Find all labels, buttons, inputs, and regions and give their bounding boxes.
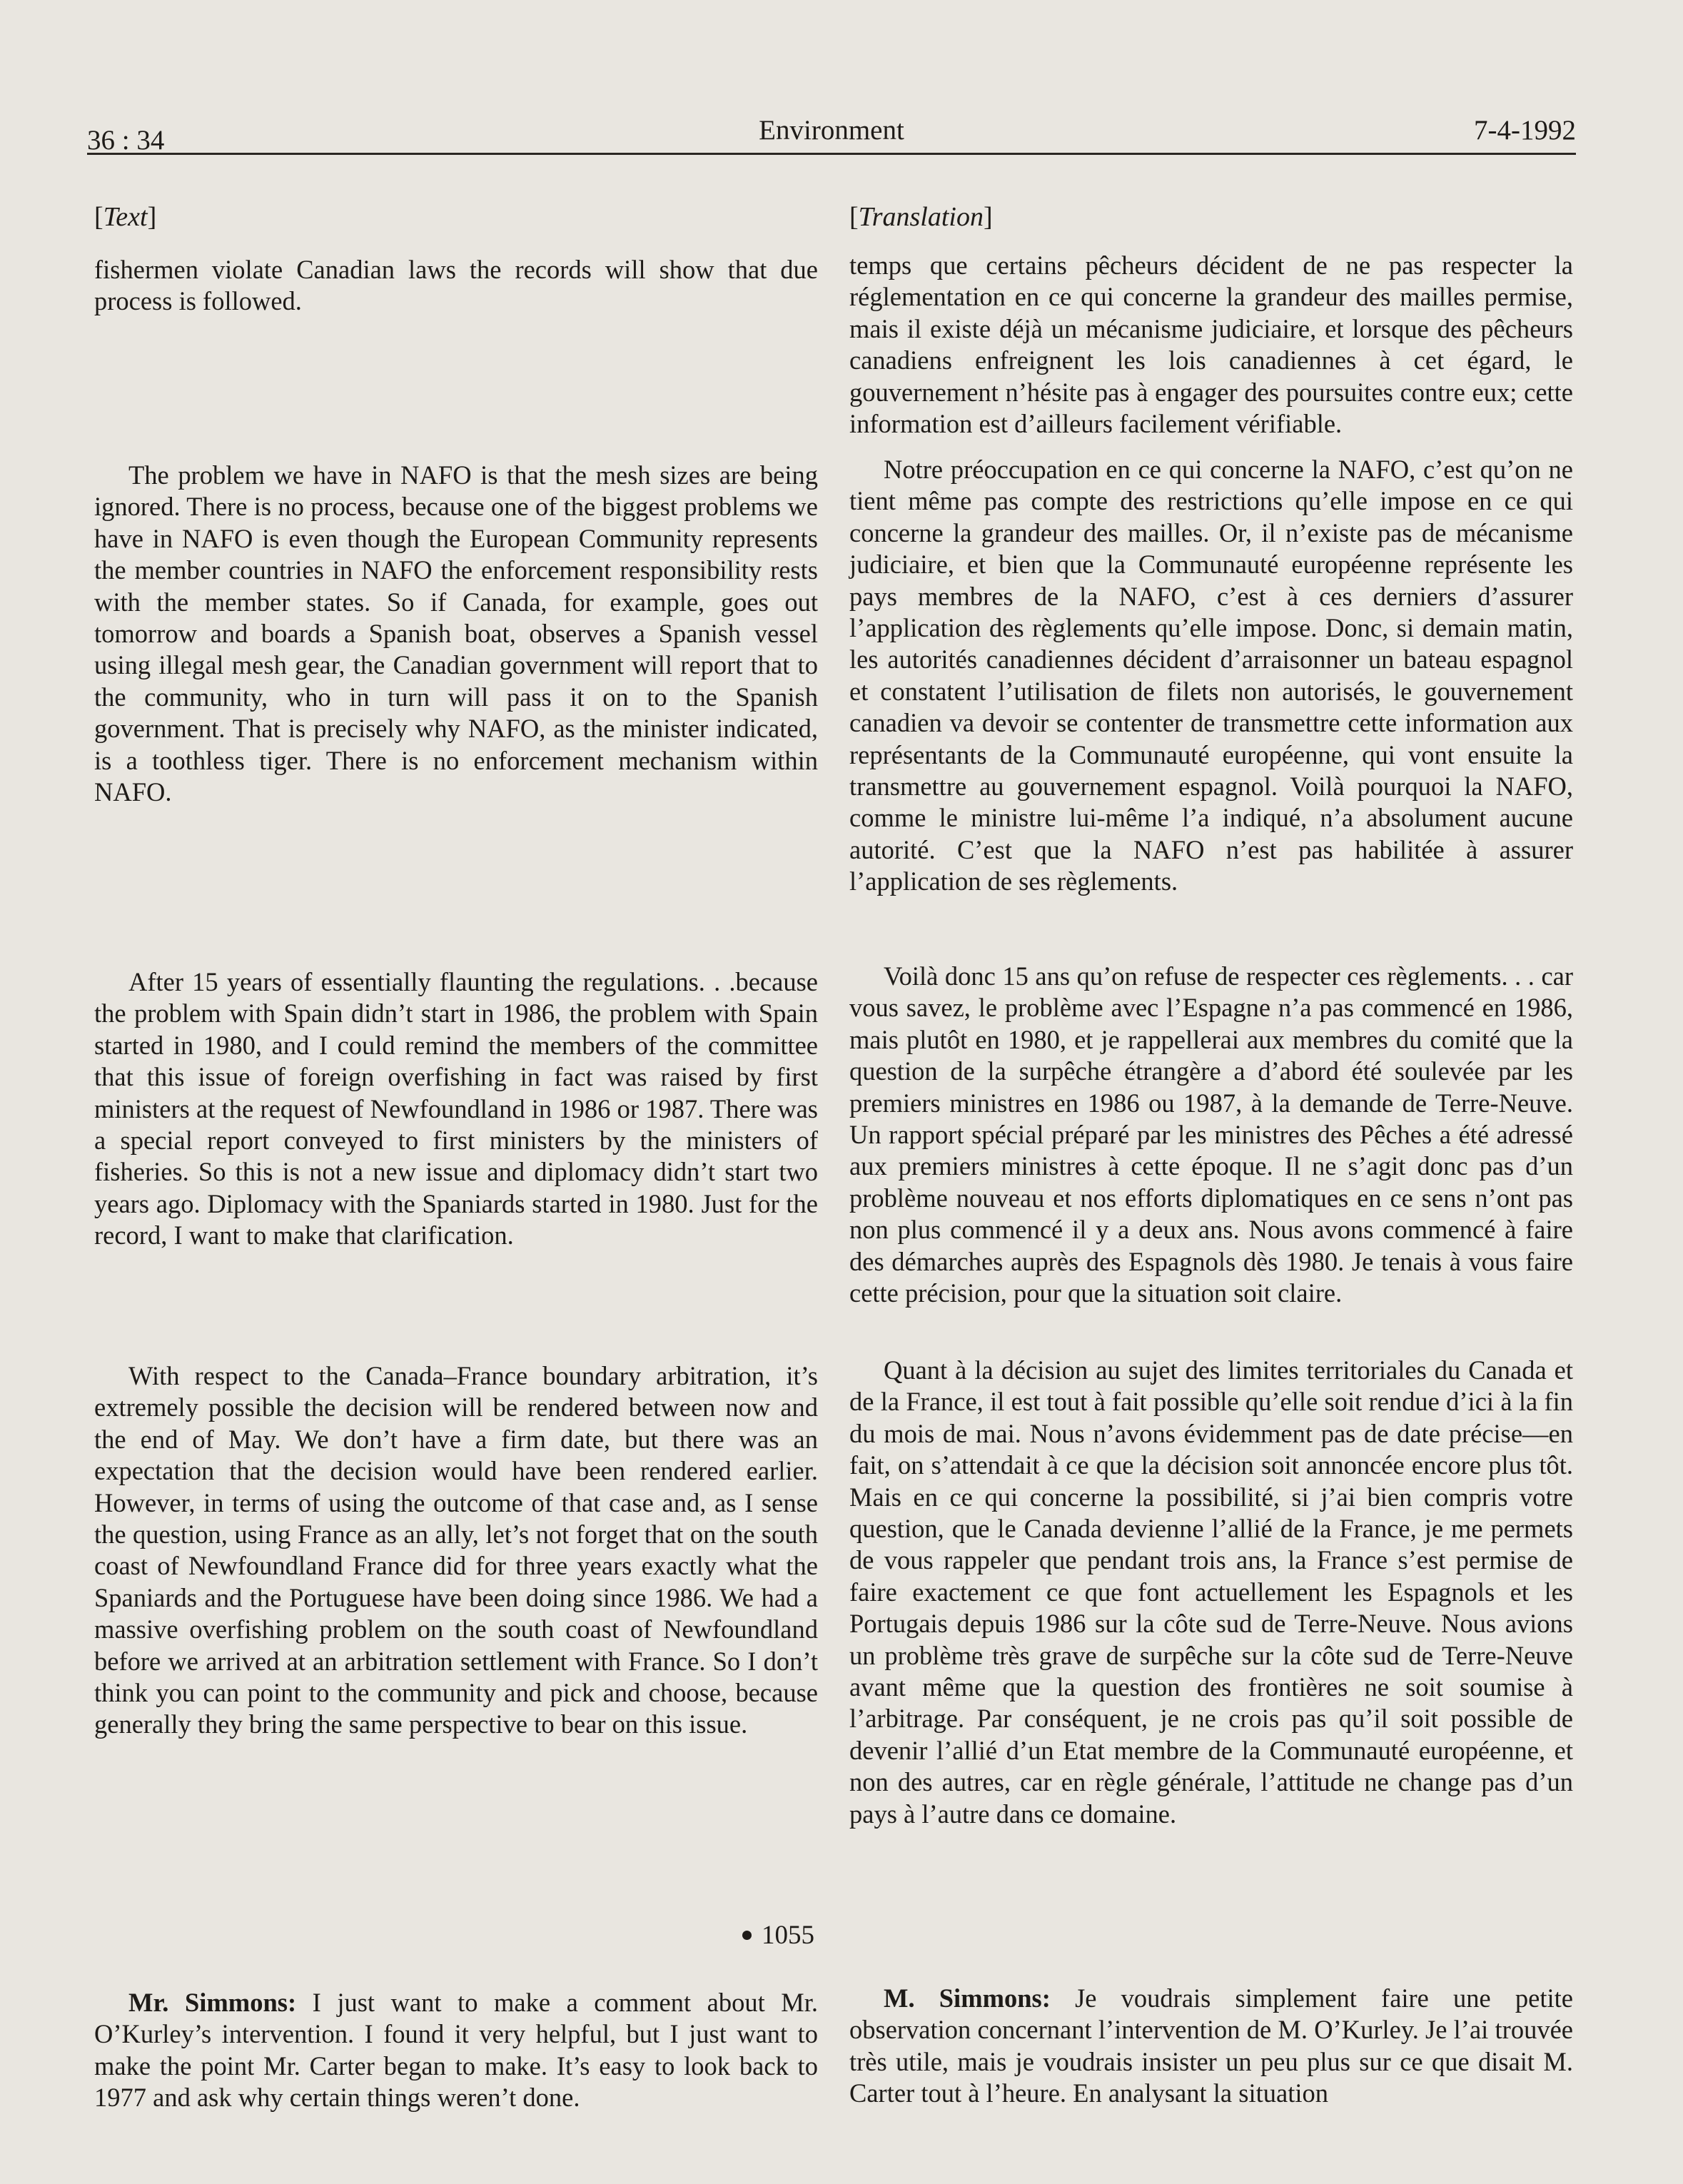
page-header	[87, 113, 1576, 155]
header-date: 7-4-1992	[1474, 115, 1576, 146]
bullet-icon	[742, 1931, 752, 1940]
speaker-text: Je voudrais simplement faire une petite observation concernant l’intervention de M. O’Kurley. Je l’ai trouvée très utile, mais je voudrais insister un peu plus sur ce que disait M. Carter tout à l’heure. En analysant la situation	[849, 1983, 1574, 2108]
speaker-paragraph-left	[94, 1987, 818, 2114]
paragraph-left-1: fishermen violate Canadian laws the records will show that due process is followed.	[94, 255, 818, 316]
paragraph-right-3: Voilà donc 15 ans qu’on refuse de respecter ces règlements. . . car vous savez, le problème avec l’Espagne n’a pas commencé en 1986, mais plutôt en 1980, et je rappellerai aux membres du comité que la question de la surpêche étrangère a d’abord été soulevée par les premiers ministres en 1986 ou 1987, à la demande de Terre-Neuve. Un rapport spécial préparé par les ministres des Pêches a été adressé aux premiers ministres à cette époque. Il ne s’agit donc pas d’un problème nouveau et nos efforts diplomatiques en ce sens n’ont pas non plus commencé il y a deux ans. Nous avons commencé à faire des démarches auprès des Espagnols dès 1980. Je tenais à vous faire cette précision, pour que la situation soit claire.	[849, 961, 1573, 1308]
time-marker: 1055	[742, 1920, 814, 1951]
paragraph-right-2: Notre préoccupation en ce qui concerne la NAFO, c’est qu’on ne tient même pas compte des restrictions qu’elle impose en ce qui concerne la grandeur des mailles. Or, il n’existe pas de mécanisme judiciaire, et bien que la Communauté européenne représente les pays membres de la NAFO, c’est à ces derniers d’assurer l’application des règlements qu’elle impose. Donc, si demain matin, les autorités canadiennes décident d’arraisonner un bateau espagnol et constatent l’utilisation de filets non autorisés, le gouvernement canadien va devoir se contenter de transmettre cette information aux représentants de la Communauté européenne, qui vont ensuite la transmettre au gouvernement espagnol. Voilà pourquoi la NAFO, comme le ministre lui-même l’a indiqué, n’a absolument aucune autorité. C’est que la NAFO n’est pas habilitée à assurer l’application de ses règlements.	[849, 455, 1573, 896]
column-label-translation: [Translation]	[849, 202, 993, 232]
speaker-name: Mr. Simmons:	[128, 1988, 297, 2017]
speaker-name: M. Simmons:	[884, 1983, 1051, 2013]
speaker-text: I just want to make a comment about Mr. O’Kurley’s intervention. I found it very helpful, but I just want to make the point Mr. Carter began to make. It’s easy to look back to 1977 and ask why certain things weren’t done.	[94, 1988, 819, 2113]
paragraph-left-4: With respect to the Canada–France boundary arbitration, it’s extremely possible the decision will be rendered between now and the end of May. We don’t have a firm date, but there was an expectation that the decision would have been rendered earlier. However, in terms of using the outcome of that case and, as I sense the question, using France as an ally, let’s not forget that on the south coast of Newfoundland France did for three years exactly what the Spaniards and the Portuguese have been doing since 1986. We had a massive overfishing problem on the south coast of Newfoundland before we arrived at an arbitration settlement with France. So I don’t think you can point to the community and pick and choose, because generally they bring the same perspective to bear on this issue.	[94, 1361, 818, 1739]
column-label-text: [Text]	[94, 202, 157, 232]
paragraph-right-4: Quant à la décision au sujet des limites territoriales du Canada et de la France, il est tout à fait possible qu’elle soit rendue d’ici à la fin du mois de mai. Nous n’avons évidemment pas de date précise—en fait, on s’attendait à ce que la décision soit annoncée encore plus tôt. Mais en ce qui concerne la possibilité, si j’ai bien compris votre question, que le Canada devienne l’allié de la France, je me permets de vous rappeler que pendant trois ans, la France s’est permise de faire exactement ce que font actuellement les Espagnols et les Portugais depuis 1986 sur la côte sud de Terre-Neuve. Nous avions un problème très grave de surpêche sur la côte sud de Terre-Neuve avant même que la question des frontières ne soit soumise à l’arbitrage. Par conséquent, je ne crois pas qu’il soit possible de devenir l’allié d’un Etat membre de la Communauté européenne, et non des autres, car en règle générale, l’attitude ne change pas d’un pays à l’autre dans ce domaine.	[849, 1355, 1573, 1829]
paragraph-left-2: The problem we have in NAFO is that the mesh sizes are being ignored. There is no process, because one of the biggest problems we have in NAFO is even though the European Community represents the member countries in NAFO the enforcement responsibility rests with the member states. So if Canada, for example, goes out tomorrow and boards a Spanish boat, observes a Spanish vessel using illegal mesh gear, the Canadian government will report that to the community, who in turn will pass it on to the Spanish government. That is precisely why NAFO, as the minister indicated, is a toothless tiger. There is no enforcement mechanism within NAFO.	[94, 460, 818, 807]
page-number: 36 : 34	[87, 125, 165, 156]
section-title: Environment	[759, 115, 904, 146]
speaker-paragraph-right	[849, 1983, 1573, 2110]
paragraph-right-1: temps que certains pêcheurs décident de ne pas respecter la réglementation en ce qui concerne la grandeur des mailles permise, mais il existe déjà un mécanisme judiciaire, et lorsque des pêcheurs canadiens enfreignent les lois canadiennes à cet égard, le gouvernement n’hésite pas à engager des poursuites contre eux; cette information est d’ailleurs facilement vérifiable.	[849, 251, 1573, 439]
paragraph-left-3: After 15 years of essentially flaunting the regulations. . .because the problem with Spain didn’t start in 1986, the problem with Spain started in 1980, and I could remind the members of the committee that this issue of foreign overfishing in fact was raised by first ministers at the request of Newfoundland in 1986 or 1987. There was a special report conveyed to first ministers by the ministers of fisheries. So this is not a new issue and diplomacy didn’t start two years ago. Diplomacy with the Spaniards started in 1980. Just for the record, I want to make that clarification.	[94, 967, 818, 1250]
